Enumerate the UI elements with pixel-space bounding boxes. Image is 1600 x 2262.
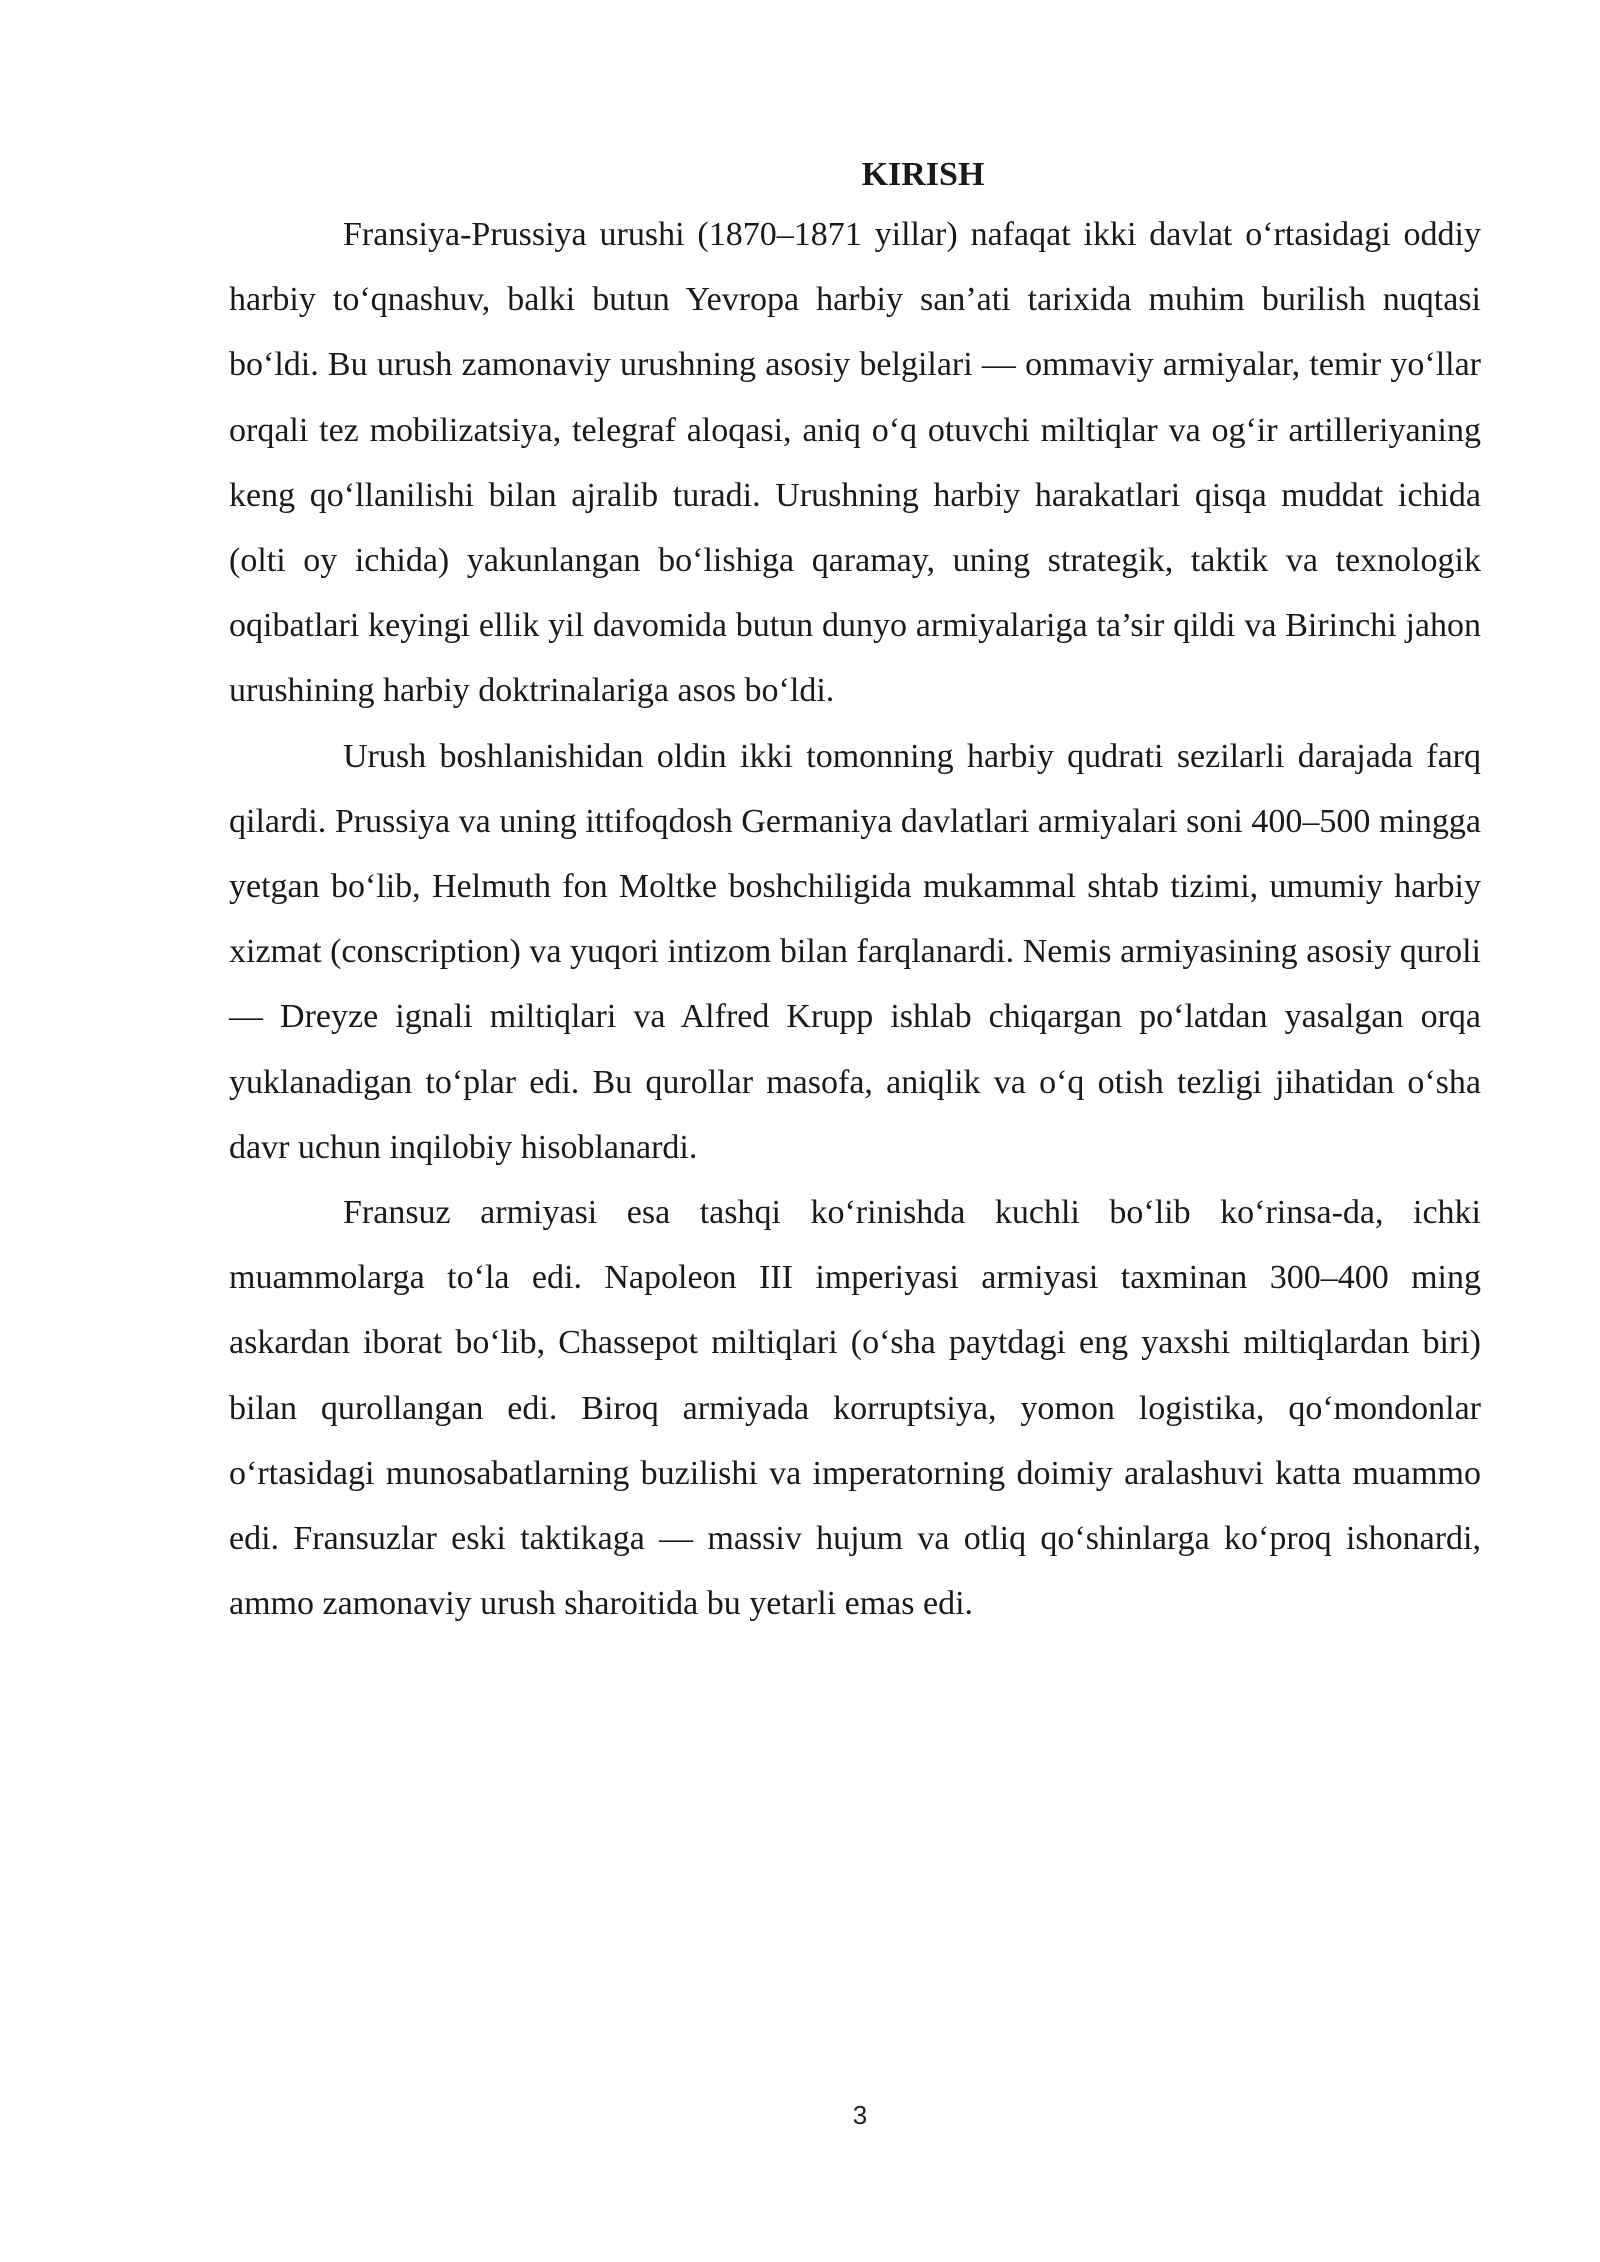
paragraph-1: Fransiya-Prussiya urushi (1870–1871 yillar) nafaqat ikki davlat o‘rtasidagi oddiy harbiy to‘qnashuv, balki butun Yevropa harbiy san’ati tarixida muhim burilish nuqtasi bo‘ldi. Bu urush zamonaviy urushning asosiy belgilari — ommaviy armiyalar, temir yo‘llar orqali tez mobilizatsiya, telegraf aloqasi, aniq o‘q otuvchi miltiqlar va og‘ir artilleriyaning keng qo‘llanilishi bilan ajralib turadi. Urushning harbiy harakatlari qisqa muddat ichida (olti oy ichida) yakunlangan bo‘lishiga qaramay, uning strategik, taktik va texnologik oqibatlari keyingi ellik yil davomida butun dunyo armiyalariga ta’sir qildi va Birinchi jahon urushining harbiy doktrinalariga asos bo‘ldi. bbox=[229, 216, 1481, 710]
paragraph-2: Urush boshlanishidan oldin ikki tomonning harbiy qudrati sezilarli darajada farq qilardi. Prussiya va uning ittifoqdosh Germaniya davlatlari armiyalari soni 400–500 mingga yetgan bo‘lib, Helmuth fon Moltke boshchiligida mukammal shtab tizimi, umumiy harbiy xizmat (conscription) va yuqori intizom bilan farqlanardi. Nemis armiyasining asosiy quroli — Dreyze ignali miltiqlari va Alfred Krupp ishlab chiqargan po‘latdan yasalgan orqa yuklanadigan to‘plar edi. Bu qurollar masofa, aniqlik va o‘q otish tezligi jihatidan o‘sha davr uchun inqilobiy hisoblanardi. bbox=[229, 737, 1481, 1166]
page-title: KIRISH bbox=[861, 156, 985, 193]
page-number: 3 bbox=[852, 2100, 868, 2130]
page-content bbox=[229, 148, 1481, 1636]
paragraph-3: Fransuz armiyasi esa tashqi ko‘rinishda kuchli bo‘lib ko‘rinsa-da, ichki muammolarga to‘la edi. Napoleon III imperiyasi armiyasi taxminan 300–400 ming askardan iborat bo‘lib, Chassepot miltiqlari (o‘sha paytdagi eng yaxshi miltiqlardan biri) bilan qurollangan edi. Biroq armiyada korruptsiya, yomon logistika, qo‘mondonlar o‘rtasidagi munosabatlarning buzilishi va imperatorning doimiy aralashuvi katta muammo edi. Fransuzlar eski taktikaga — massiv hujum va otliq qo‘shinlarga ko‘proq ishonardi, ammo zamonaviy urush sharoitida bu yetarli emas edi. bbox=[229, 1194, 1481, 1623]
